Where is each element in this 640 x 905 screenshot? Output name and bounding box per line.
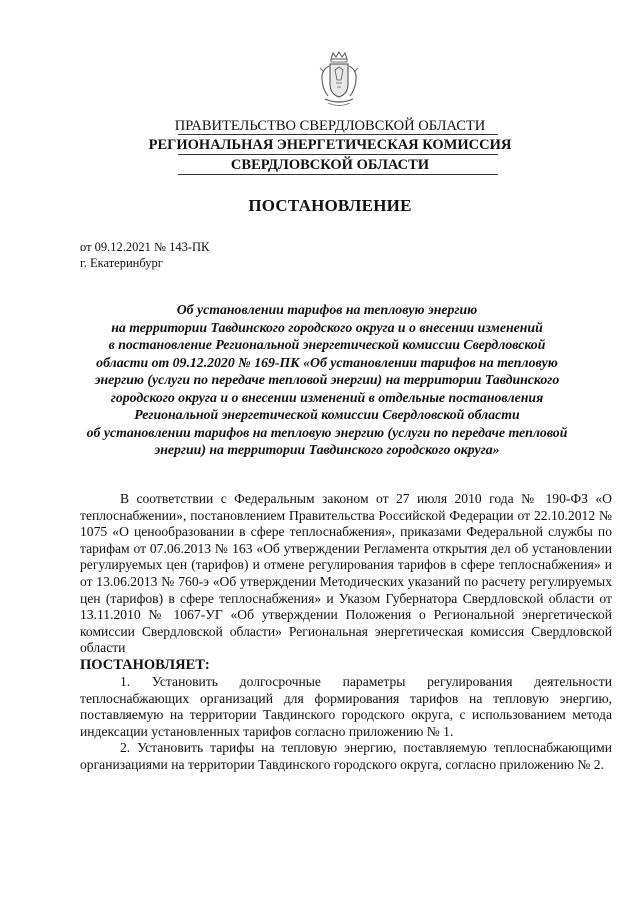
subject-line: Региональной энергетической комиссии Свердловской области bbox=[134, 407, 520, 422]
document-subject bbox=[72, 301, 582, 459]
document-body bbox=[80, 491, 612, 774]
subject-line: на территории Тавдинского городского округа и о внесении изменений bbox=[111, 319, 543, 335]
preamble-paragraph: В соответствии с Федеральным законом от 27 июля 2010 года № 190-ФЗ «О теплоснабжении», постановлением Правительства Российской Федерации от 22.10.2012 № 1075 «О ценообразовании в сфере теплоснабжения», приказами Федеральной службы по тарифам от 07.06.2013 № 163 «Об утверждении Регламента открытия дел об установлении регулируемых цен (тарифов) и отмене регулирования тарифов в сфере теплоснабжения» и от 13.06.2013 № 760-э «Об утверждении Методических указаний по расчету регулируемых цен (тарифов) в сфере теплоснабжения» и Указом Губернатора Свердловской области от 13.11.2010 № 1067-УГ «Об утверждении Положения о Региональной энергетической комиссии Свердловской области» Региональная энергетическая комиссия Свердловской области bbox=[80, 491, 612, 656]
subject-line: об установлении тарифов на тепловую энергию (услуги по передаче тепловой bbox=[86, 424, 568, 440]
header-rule bbox=[178, 174, 498, 175]
decree-item-1: 1. Установить долгосрочные параметры регулирования деятельности теплоснабжающих организаций для формирования тарифов на тепловую энергию, поставляемую на территории Тавдинского городского округа, с использованием метода индексации установленных тарифов согласно приложению № 1. bbox=[80, 673, 612, 739]
government-name: ПРАВИТЕЛЬСТВО СВЕРДЛОВСКОЙ ОБЛАСТИ bbox=[174, 118, 486, 134]
subject-line: городского округа и о внесении изменений в отдельные постановления bbox=[110, 389, 544, 405]
subject-line: в постановление Региональной энергетической комиссии Свердловской bbox=[108, 337, 546, 352]
header-rule bbox=[178, 154, 498, 155]
document-date-number: от 09.12.2021 № 143-ПК bbox=[80, 240, 210, 254]
document-city: г. Екатеринбург bbox=[80, 256, 163, 270]
coat-of-arms-icon bbox=[316, 50, 362, 110]
subject-line: энергии) на территории Тавдинского городского округа» bbox=[154, 442, 500, 457]
commission-region: СВЕРДЛОВСКОЙ ОБЛАСТИ bbox=[230, 157, 430, 173]
decree-item-2: 2. Установить тарифы на тепловую энергию, поставляемую теплоснабжающими организациями на территории Тавдинского городского округа, согласно приложению № 2. bbox=[80, 740, 612, 772]
subject-line: Об установлении тарифов на тепловую энергию bbox=[176, 302, 478, 317]
document-type: ПОСТАНОВЛЕНИЕ bbox=[248, 196, 412, 215]
decree-heading: ПОСТАНОВЛЯЕТ: bbox=[80, 656, 210, 673]
header-rule bbox=[178, 134, 498, 135]
subject-line: области от 09.12.2020 № 169-ПК «Об установлении тарифов на тепловую bbox=[96, 354, 558, 370]
subject-line: энергию (услуги по передаче тепловой энергии) на территории Тавдинского bbox=[94, 372, 560, 387]
commission-name: РЕГИОНАЛЬНАЯ ЭНЕРГЕТИЧЕСКАЯ КОМИССИЯ bbox=[148, 137, 512, 153]
